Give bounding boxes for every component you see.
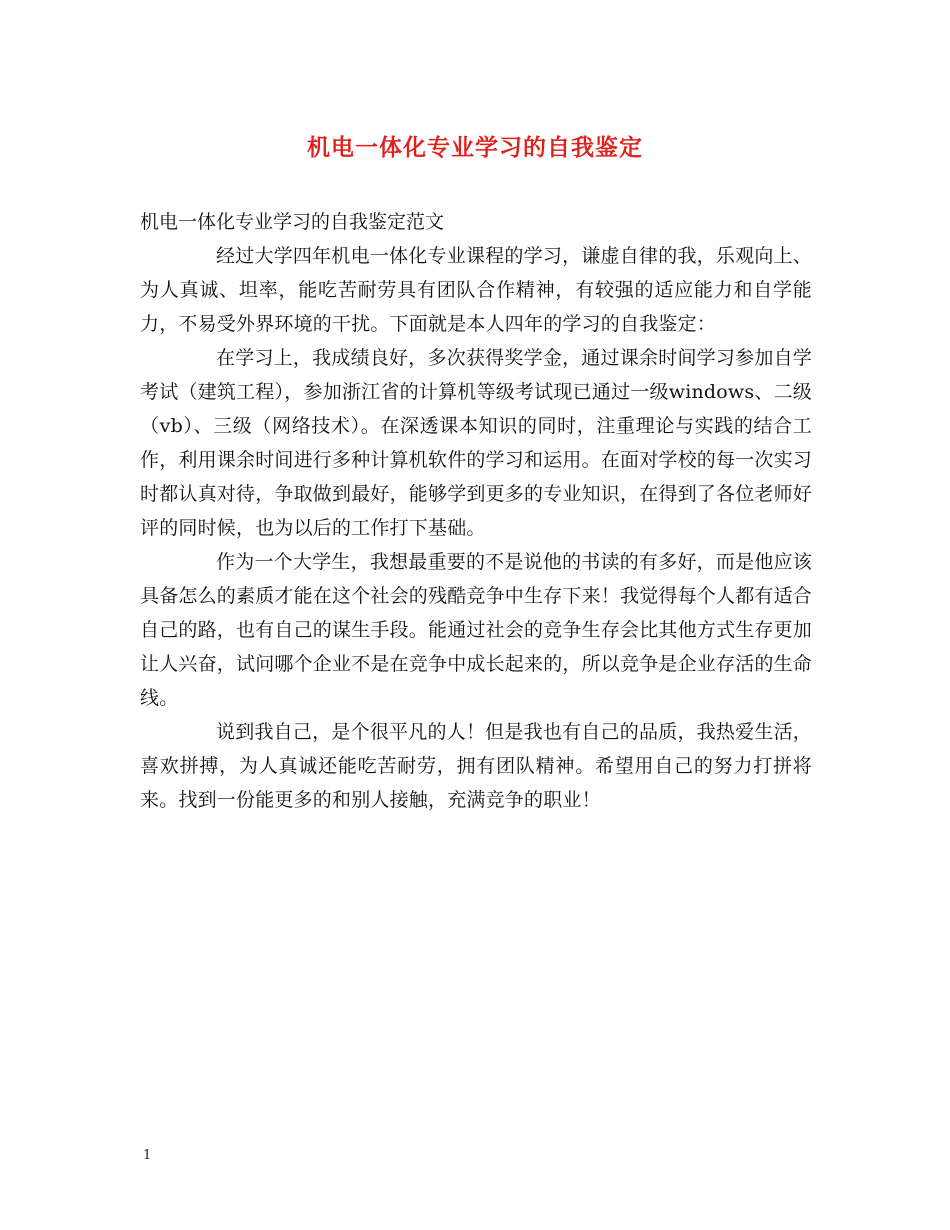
paragraph-study: 在学习上，我成绩良好，多次获得奖学金，通过课余时间学习参加自学考试（建筑工程），参加浙江省的计算机等级考试现已通过一级windows、二级（vb）、三级（网络技术）。在深透课本知识的同时，注重理论与实践的结合工作，利用课余时间进行多种计算机软件的学习和运用。在面对学校的每一次实习时都认真对待，争取做到最好，能够学到更多的专业知识，在得到了各位老师好评的同时候，也为以后的工作打下基础。 bbox=[140, 347, 813, 539]
paragraph-competition: 作为一个大学生，我想最重要的不是说他的书读的有多好，而是他应该具备怎么的素质才能在这个社会的残酷竞争中生存下来！我觉得每个人都有适合自己的路，也有自己的谋生手段。能通过社会的竞争生存会比其他方式生存更加让人兴奋，试问哪个企业不是在竞争中成长起来的，所以竞争是企业存活的生命线。 bbox=[140, 551, 813, 709]
paragraph-intro: 经过大学四年机电一体化专业课程的学习，谦虚自律的我，乐观向上、为人真诚、坦率，能吃苦耐劳具有团队合作精神，有较强的适应能力和自学能力，不易受外界环境的干扰。下面就是本人四年的学习的自我鉴定： bbox=[140, 245, 812, 335]
page-number: 1 bbox=[143, 1148, 152, 1163]
document-subtitle: 机电一体化专业学习的自我鉴定范文 bbox=[140, 211, 445, 233]
document-body bbox=[140, 205, 812, 817]
paragraph-self: 说到我自己，是个很平凡的人！但是我也有自己的品质，我热爱生活，喜欢拼搏，为人真诚还能吃苦耐劳，拥有团队精神。希望用自己的努力打拼将来。找到一份能更多的和别人接触，充满竞争的职业！ bbox=[140, 721, 812, 811]
document-title: 机电一体化专业学习的自我鉴定 bbox=[307, 134, 643, 161]
